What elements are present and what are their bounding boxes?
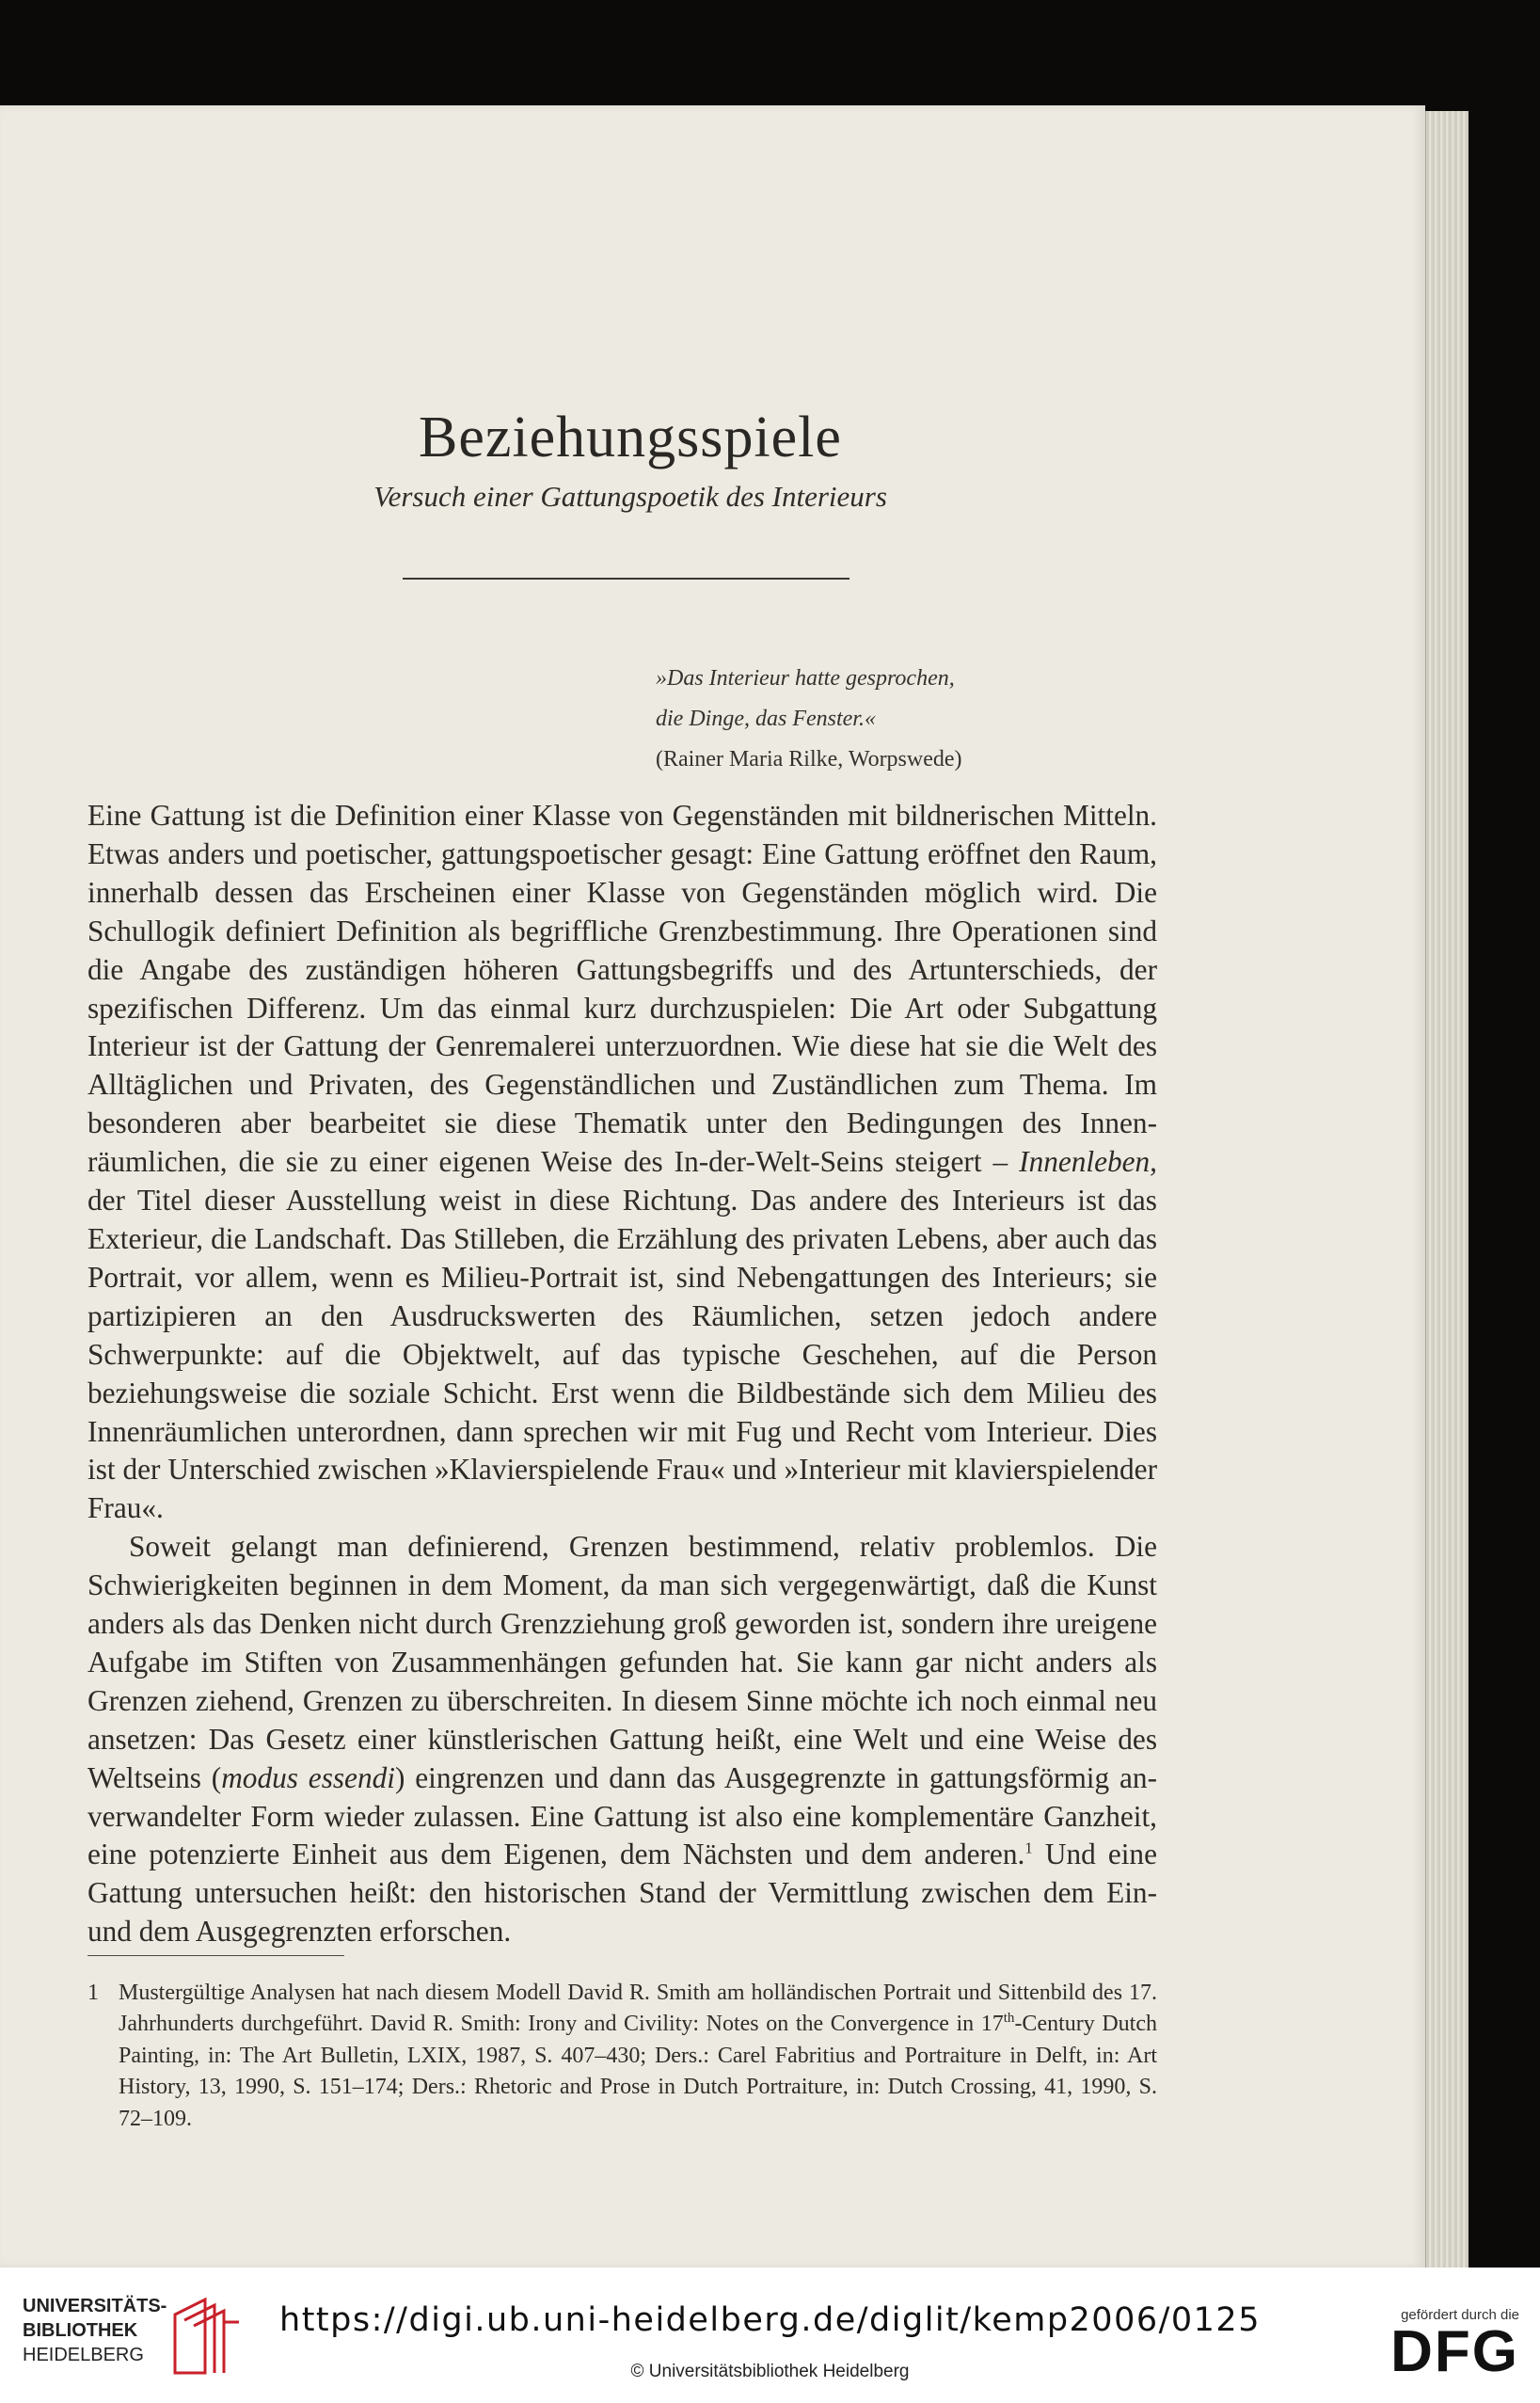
footnote-text-a: Mustergültige Analysen hat nach diesem Modell David R. Smith am holländischen Portrait und Sittenbild des 17. Jahrhunderts durchgeführt. David R. Smith: Irony and Civility: Notes on the Convergence in 17 bbox=[119, 1981, 1157, 2037]
paragraph-2-text-a: Soweit gelangt man definierend, Grenzen bestimmend, relativ problemlos. Die Schwierigkeiten beginnen in dem Moment, da man sich vergegenwärtigt, daß die Kunst anders als das Denken nicht durch Grenzziehung groß geworden ist, sondern ihre ureigene Aufgabe im Stiften von Zusammenhängen gefunden hat. Sie kann gar nicht anders als Grenzen ziehend, Grenzen zu überschreiten. In diesem Sinne möchte ich noch einmal neu ansetzen: Das Gesetz einer künstlerischen Gattung heißt, eine Welt und eine Weise des Weltseins ( bbox=[87, 1530, 1157, 1794]
library-name-line-3: HEIDELBERG bbox=[23, 2345, 144, 2365]
footnote-reference[interactable]: 1 bbox=[1024, 1839, 1033, 1858]
funder-logo[interactable] bbox=[1369, 2307, 1519, 2384]
paragraph-2-text-b: ) eingrenzen und dann das Ausgegrenzte in gattungsförmig anverwandelter Form wieder zulassen. Eine Gattung ist also eine komplementäre Ganzheit, eine potenzierte Einheit aus dem Eigenen, dem Nächsten und dem anderen. bbox=[87, 1760, 1157, 1871]
book-page bbox=[0, 105, 1425, 2268]
paragraph-1-text-b: der Titel dieser Ausstellung weist in diese Richtung. Das andere des Interieurs ist das Exterieur, die Landschaft. Das Stilleben, die Erzählung des privaten Lebens, aber auch das Portrait, vor allem, wenn es Milieu-Portrait ist, sind Nebengattungen des Interieurs; sie partizipieren an den Ausdruckswerten des Räumlichen, setzen jedoch andere Schwerpunkte: auf die Objektwelt, auf das typische Geschehen, auf die Person beziehungsweise die soziale Schicht. Erst wenn die Bildbestände sich dem Milieu des Innenräumlichen unterordnen, dann sprechen wir mit Fug und Recht vom Interieur. Dies ist der Unterschied zwischen »Klavierspielende Frau« und »Interieur mit klavierspielender Frau«. bbox=[87, 1184, 1157, 1525]
page-title: Beziehungsspiele bbox=[419, 406, 842, 469]
paragraph-1-italic: Innenleben, bbox=[1019, 1145, 1157, 1179]
page-stack-edge bbox=[1425, 111, 1469, 2268]
copyright-notice: © Universitätsbibliothek Heidelberg bbox=[630, 2362, 910, 2381]
dfg-logo-icon: DFG bbox=[1390, 2319, 1519, 2384]
body-text bbox=[87, 797, 1157, 1951]
epigraph-line-2: die Dinge, das Fenster.« bbox=[656, 707, 876, 731]
paragraph-2-text-c: Und eine Gattung untersuchen heißt: den historischen Stand der Vermittlung zwischen dem Ein- und dem Ausgegrenzten erforschen. bbox=[87, 1838, 1157, 1949]
title-divider bbox=[403, 578, 849, 580]
document-url[interactable]: https://digi.ub.uni-heidelberg.de/diglit/kemp2006/0125 bbox=[279, 2301, 1261, 2339]
footnote bbox=[87, 1978, 1157, 2135]
paragraph-2 bbox=[87, 1528, 1157, 1951]
footnote-divider bbox=[87, 1955, 344, 1956]
epigraph bbox=[656, 659, 1070, 780]
library-name-line-1: UNIVERSITÄTS- bbox=[23, 2296, 167, 2316]
funder-caption: gefördert durch die bbox=[1401, 2307, 1519, 2323]
footnote-number: 1 bbox=[87, 1981, 99, 2005]
footnote-text-b: -Century Dutch Painting, in: The Art Bulletin, LXIX, 1987, S. 407–430; Ders.: Carel Fabritius and Portraiture in Delft, in: Art History, 13, 1990, S. 151–174; Ders.: Rhetoric and Prose in Dutch Portraiture, in: Dutch Crossing, 41, 1990, S. 72–109. bbox=[119, 2012, 1157, 2131]
paragraph-1 bbox=[87, 797, 1157, 1528]
paragraph-1-text-a: Eine Gattung ist die Definition einer Klasse von Gegenständen mit bildnerischen Mitteln. Etwas anders und poetischer, gattungspoetischer gesagt: Eine Gattung eröffnet den Raum, innerhalb dessen das Erscheinen einer Klasse von Gegenständen möglich wird. Die Schullogik definiert Definition als begriffliche Grenzbestimmung. Ihre Operationen sind die Angabe des zuständigen höheren Gattungsbegriffs und des Artunterschieds, der spezifischen Differenz. Um das einmal kurz durchzuspielen: Die Art oder Subgattung Interieur ist der Gattung der Genremalerei unterzuordnen. Wie diese hat sie die Welt des Alltäglichen und Privaten, des Gegenständlichen und Zuständlichen zum Thema. Im besonderen aber bearbeitet sie diese Thematik unter den Bedingungen des Innenräumlichen, die sie zu einer eigenen Weise des In-der-Welt-Seins steigert – bbox=[87, 799, 1157, 1179]
epigraph-line-1: »Das Interieur hatte gesprochen, bbox=[656, 666, 955, 691]
footnote-superscript: th bbox=[1003, 2011, 1015, 2027]
page-subtitle: Versuch einer Gattungspoetik des Interieurs bbox=[373, 480, 887, 513]
epigraph-source: (Rainer Maria Rilke, Worpswede) bbox=[656, 747, 962, 772]
paragraph-2-italic: modus essendi bbox=[221, 1760, 395, 1794]
library-name-line-2: BIBLIOTHEK bbox=[23, 2320, 138, 2341]
footer-bar bbox=[0, 2268, 1540, 2403]
